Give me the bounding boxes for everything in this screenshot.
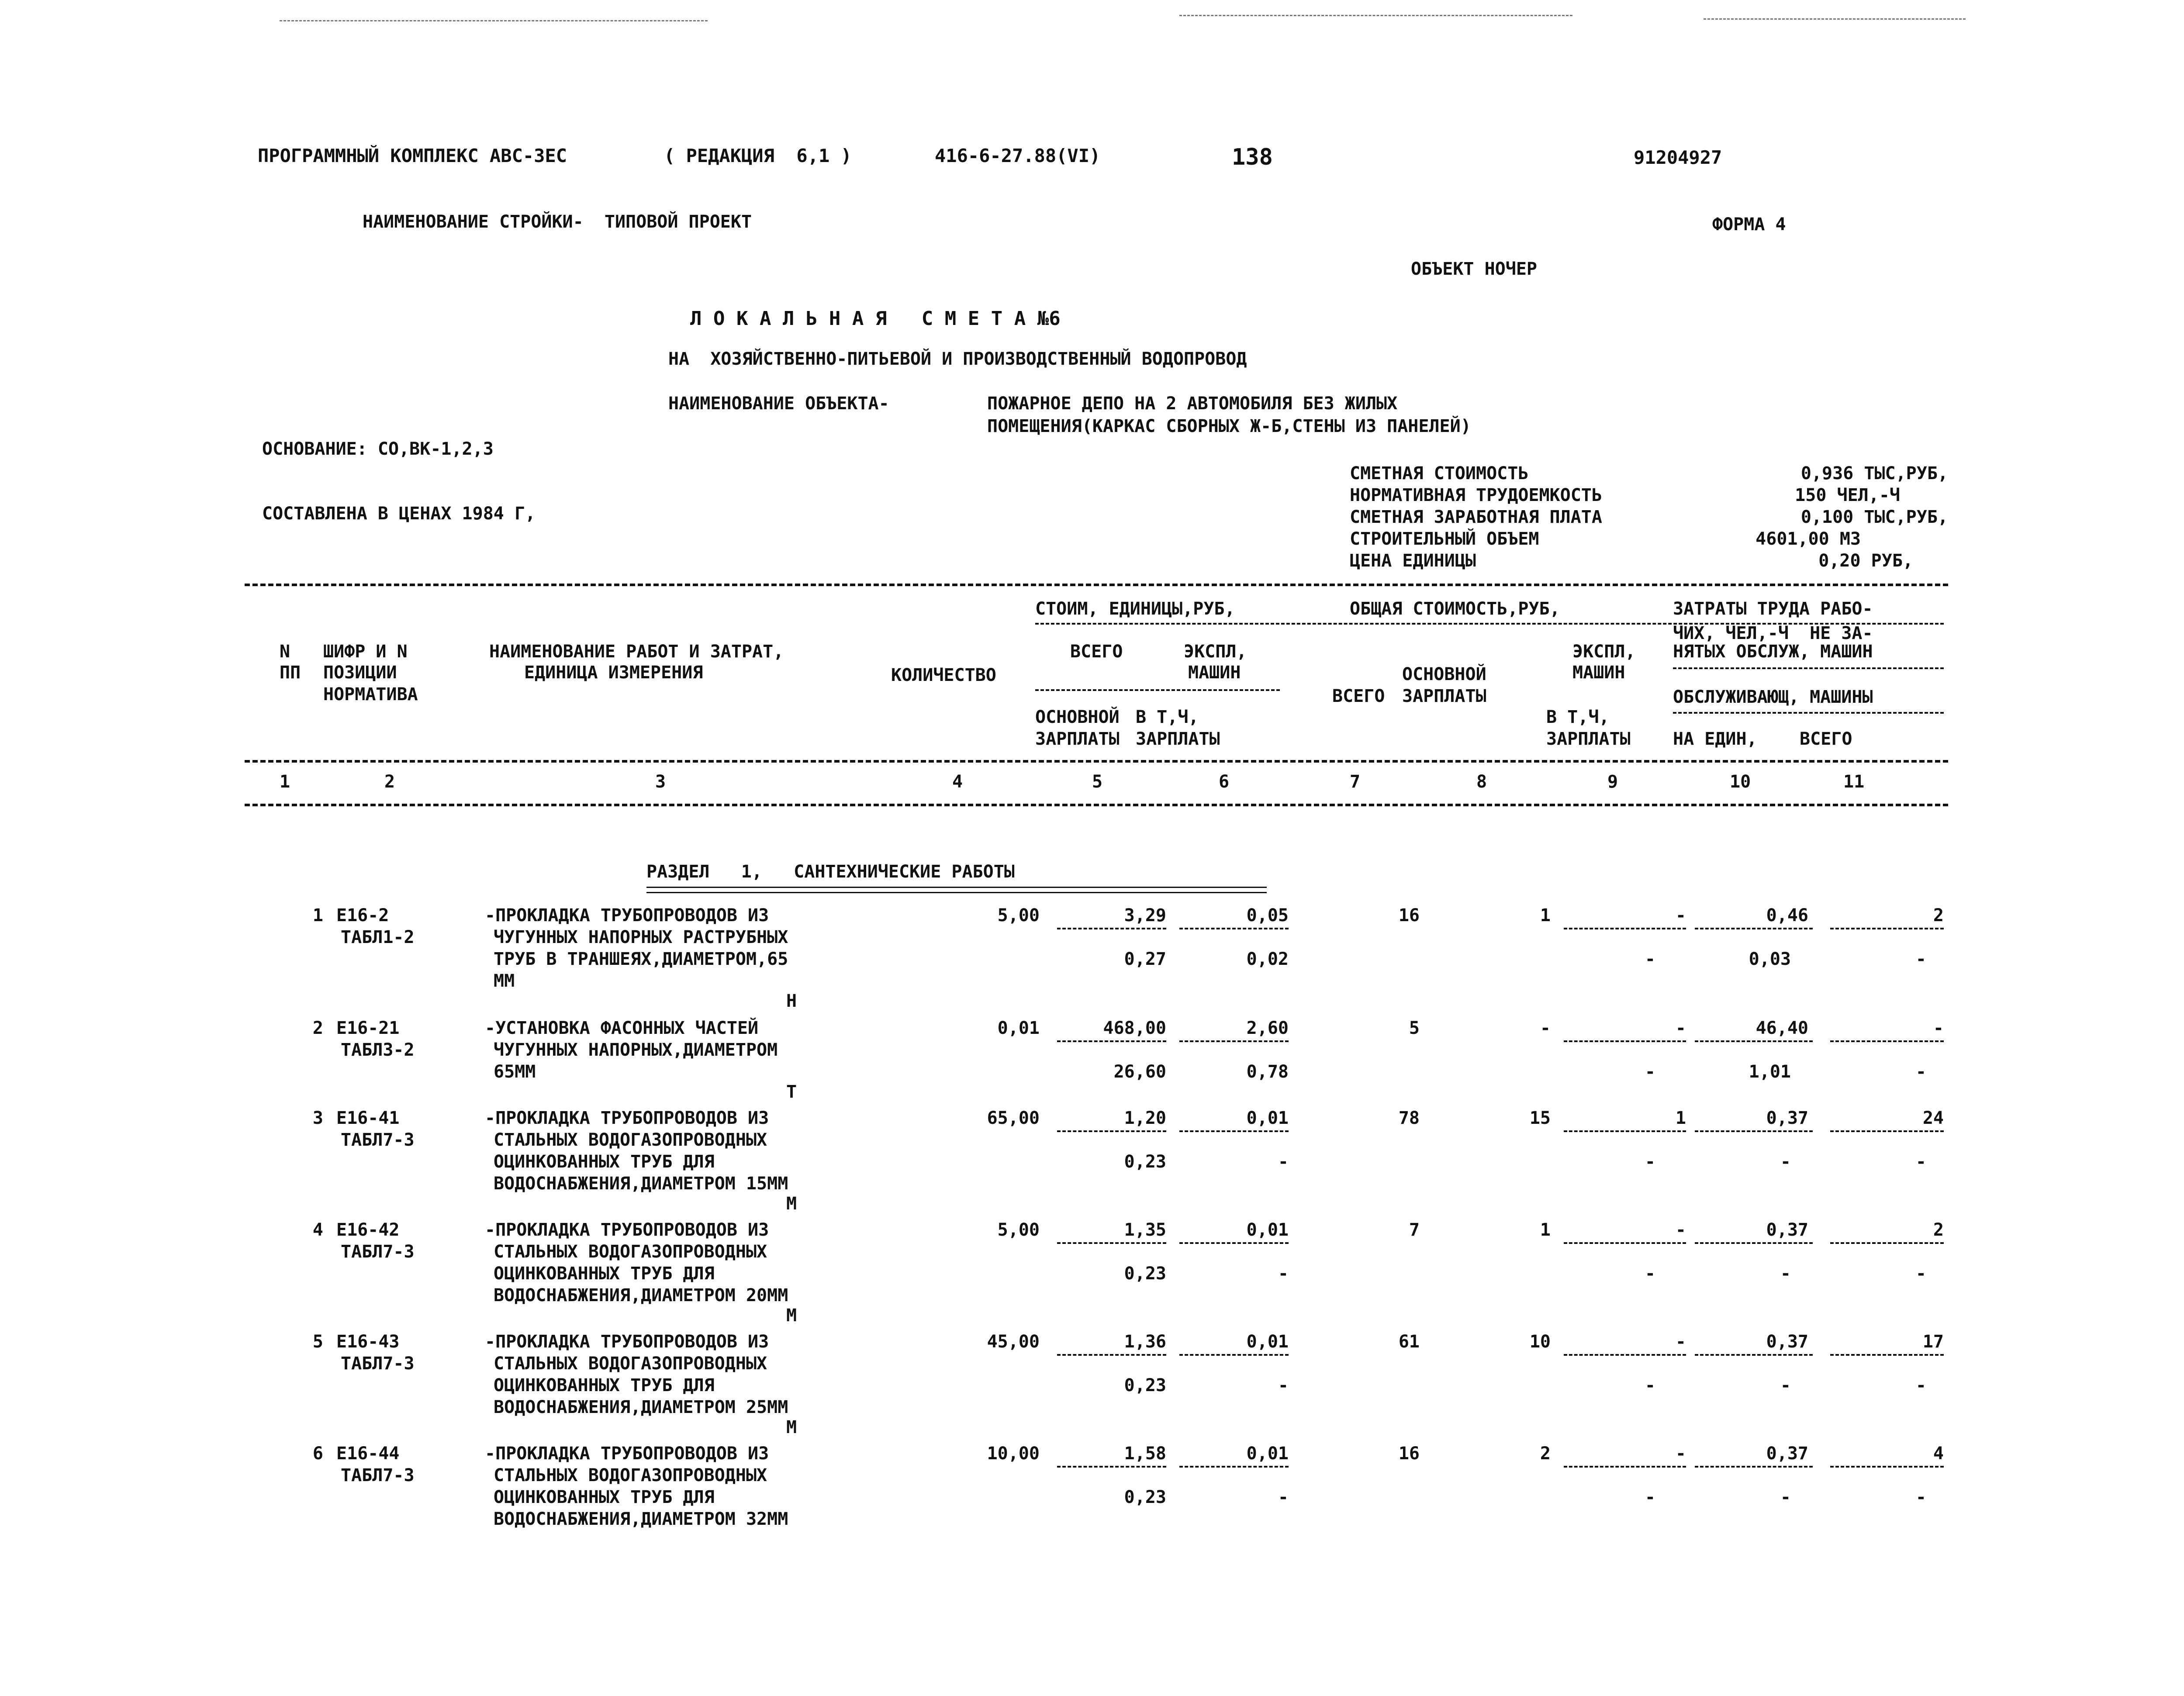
unit-cost-total: 1,35 [1124, 1220, 1166, 1240]
summary-value-labor: 150 ЧЕЛ,-Ч [1795, 485, 1900, 505]
unit-cost-machine-wage: - [1278, 1487, 1289, 1507]
unit-cost-machine-wage: 0,78 [1246, 1062, 1289, 1082]
unit-cost-machine: 0,05 [1246, 905, 1289, 926]
labor-total: 2 [1933, 905, 1944, 926]
labor-machine-total: - [1915, 1264, 1926, 1284]
work-name-line: ВОДОСНАБЖЕНИЯ,ДИАМЕТРОМ 15ММ [494, 1174, 788, 1194]
col7-header: ВСЕГО [1332, 686, 1385, 706]
unit-cost-total: 1,36 [1124, 1332, 1166, 1352]
cell-divider [1830, 1130, 1944, 1132]
work-name-line: ОЦИНКОВАННЫХ ТРУБ ДЛЯ [494, 1375, 715, 1395]
labor-machine-per-unit: - [1780, 1487, 1791, 1507]
work-name-line: СТАЛЬНЫХ ВОДОГАЗОПРОВОДНЫХ [494, 1130, 767, 1150]
col6-sub-header: В Т,Ч, [1136, 707, 1199, 727]
work-name-line: СТАЛЬНЫХ ВОДОГАЗОПРОВОДНЫХ [494, 1242, 767, 1262]
labor-per-unit: 0,37 [1766, 1108, 1808, 1128]
labor-machine-total: - [1915, 1375, 1926, 1395]
page-number: 138 [1232, 144, 1273, 170]
total-cost: 78 [1398, 1108, 1420, 1128]
col-number-6: 6 [1219, 772, 1230, 792]
cell-divider [1830, 928, 1944, 929]
work-name-line: ВОДОСНАБЖЕНИЯ,ДИАМЕТРОМ 20ММ [494, 1285, 788, 1306]
labor-per-unit: 46,40 [1755, 1018, 1808, 1038]
col6-sub-header-2: ЗАРПЛАТЫ [1136, 729, 1220, 749]
summary-label-wages: СМЕТНАЯ ЗАРАБОТНАЯ ПЛАТА [1350, 507, 1602, 527]
cell-divider [1057, 1040, 1166, 1042]
cell-divider [1830, 1242, 1944, 1244]
total-machine: - [1675, 905, 1686, 926]
col-number-3: 3 [655, 772, 666, 792]
cell-divider [1564, 1130, 1686, 1132]
norm-code: Е16-21 [336, 1018, 400, 1038]
col6-header-2: МАШИН [1188, 663, 1241, 683]
quantity: 5,00 [997, 905, 1040, 926]
unit-cost-wage: 0,23 [1124, 1264, 1166, 1284]
total-machine-wage: - [1645, 1062, 1655, 1082]
total-machine-wage: - [1645, 1375, 1655, 1395]
col5-sub-header: ОСНОВНОЙ [1035, 707, 1120, 727]
norm-code: Е16-43 [336, 1332, 400, 1352]
total-machine-wage: - [1645, 1487, 1655, 1507]
total-machine-wage: - [1645, 949, 1655, 969]
col9-sub-header: В Т,Ч, [1546, 707, 1610, 727]
header-labor-3: НЯТЫХ ОБСЛУЖ, МАШИН [1673, 642, 1873, 662]
software-name: ПРОГРАММНЫЙ КОМПЛЕКС АВС-ЗЕС [258, 145, 567, 166]
labor-total: - [1933, 1018, 1944, 1038]
cell-divider [1830, 1354, 1944, 1356]
labor-machine-total: - [1915, 949, 1926, 969]
col1-header: N [280, 642, 290, 662]
cell-divider [1057, 1242, 1166, 1244]
cell-divider [1057, 928, 1166, 929]
header-unit-cost: СТОИМ, ЕДИНИЦЫ,РУБ, [1035, 599, 1235, 619]
summary-label-cost: СМЕТНАЯ СТОИМОСТЬ [1350, 463, 1529, 484]
work-name-line: ММ [494, 971, 515, 991]
labor-machine-per-unit: 0,03 [1749, 949, 1791, 969]
object-name-line1: ПОЖАРНОЕ ДЕПО НА 2 АВТОМОБИЛЯ БЕЗ ЖИЛЫХ [987, 394, 1398, 414]
labor-machine-per-unit: - [1780, 1375, 1791, 1395]
norm-code: Е16-42 [336, 1220, 400, 1240]
unit-cost-machine: 0,01 [1246, 1332, 1289, 1352]
edition-label: ( РЕДАКЦИЯ 6,1 ) [664, 145, 852, 166]
norm-code: Е16-2 [336, 905, 389, 926]
col-number-5: 5 [1092, 772, 1103, 792]
cell-divider [1830, 1040, 1944, 1042]
cell-divider [1564, 1354, 1686, 1356]
col1-header-2: ПП [280, 663, 301, 683]
labor-per-unit: 0,46 [1766, 905, 1808, 926]
labor-machine-total: - [1915, 1152, 1926, 1172]
unit-cost-machine-wage: - [1278, 1152, 1289, 1172]
header-labor-2: ЧИХ, ЧЕЛ,-Ч НЕ ЗА- [1673, 623, 1873, 643]
form-label: ФОРМА 4 [1712, 214, 1786, 235]
total-wage: 1 [1540, 905, 1551, 926]
labor-sub-rule-2 [1673, 712, 1944, 714]
norm-code: Е16-41 [336, 1108, 400, 1128]
col-number-2: 2 [384, 772, 395, 792]
total-machine: - [1675, 1332, 1686, 1352]
unit-cost-total: 1,20 [1124, 1108, 1166, 1128]
row-number: 5 [312, 1332, 323, 1352]
work-name-line: ОЦИНКОВАННЫХ ТРУБ ДЛЯ [494, 1487, 715, 1507]
cell-divider [1564, 1040, 1686, 1042]
total-machine: 1 [1675, 1108, 1686, 1128]
total-cost: 7 [1409, 1220, 1420, 1240]
labor-machine-per-unit: 1,01 [1749, 1062, 1791, 1082]
col2-header-2: ПОЗИЦИИ [323, 663, 397, 683]
labor-machine-total: - [1915, 1062, 1926, 1082]
col9-header-2: МАШИН [1572, 663, 1625, 683]
work-name-line: ВОДОСНАБЖЕНИЯ,ДИАМЕТРОМ 32ММ [494, 1509, 788, 1529]
col2-header: ШИФР И N [323, 642, 408, 662]
col-number-7: 7 [1350, 772, 1361, 792]
total-wage: 10 [1529, 1332, 1551, 1352]
basis: ОСНОВАНИЕ: СО,ВК-1,2,3 [262, 439, 494, 459]
cell-divider [1179, 1130, 1289, 1132]
document-number: 91204927 [1634, 147, 1722, 168]
work-name-line: -УСТАНОВКА ФАСОННЫХ ЧАСТЕЙ [485, 1018, 759, 1038]
cell-divider [1695, 928, 1813, 929]
construction-name: НАИМЕНОВАНИЕ СТРОЙКИ- ТИПОВОЙ ПРОЕКТ [363, 212, 752, 232]
work-name-line: -ПРОКЛАДКА ТРУБОПРОВОДОВ ИЗ [485, 1220, 769, 1240]
summary-label-labor: НОРМАТИВНАЯ ТРУДОЕМКОСТЬ [1350, 485, 1602, 505]
document-subtitle: НА ХОЗЯЙСТВЕННО-ПИТЬЕВОЙ И ПРОИЗВОДСТВЕННЫЙ ВОДОПРОВОД [668, 349, 1247, 369]
col4-header: КОЛИЧЕСТВО [891, 665, 996, 685]
price-basis: СОСТАВЛЕНА В ЦЕНАХ 1984 Г, [262, 504, 536, 524]
work-name-line: -ПРОКЛАДКА ТРУБОПРОВОДОВ ИЗ [485, 1332, 769, 1352]
col9-sub-header-2: ЗАРПЛАТЫ [1546, 729, 1631, 749]
unit-mark: М [786, 1417, 797, 1437]
summary-value-cost: 0,936 ТЫС,РУБ, [1800, 463, 1948, 484]
work-name-line: ОЦИНКОВАННЫХ ТРУБ ДЛЯ [494, 1152, 715, 1172]
total-wage: 2 [1540, 1444, 1551, 1464]
col-number-10: 10 [1730, 772, 1751, 792]
labor-per-unit: 0,37 [1766, 1220, 1808, 1240]
row-number: 6 [312, 1444, 323, 1464]
labor-sub-rule [1673, 667, 1944, 669]
labor-total: 2 [1933, 1220, 1944, 1240]
work-name-line: -ПРОКЛАДКА ТРУБОПРОВОДОВ ИЗ [485, 1108, 769, 1128]
object-name-line2: ПОМЕЩЕНИЯ(КАРКАС СБОРНЫХ Ж-Б,СТЕНЫ ИЗ ПАНЕЛЕЙ) [987, 416, 1471, 436]
work-name-line: ВОДОСНАБЖЕНИЯ,ДИАМЕТРОМ 25ММ [494, 1397, 788, 1417]
header-bottom-rule [245, 760, 1948, 763]
labor-per-unit: 0,37 [1766, 1444, 1808, 1464]
col5-header: ВСЕГО [1070, 642, 1123, 662]
norm-table: ТАБЛ7-3 [341, 1130, 415, 1150]
cell-divider [1564, 1466, 1686, 1468]
labor-total: 24 [1922, 1108, 1944, 1128]
cell-divider [1057, 1466, 1166, 1468]
unit-mark: М [786, 1194, 797, 1214]
labor-machine-per-unit: - [1780, 1264, 1791, 1284]
norm-code: Е16-44 [336, 1444, 400, 1464]
col3-header: НАИМЕНОВАНИЕ РАБОТ И ЗАТРАТ, [489, 642, 784, 662]
summary-label-unit-price: ЦЕНА ЕДИНИЦЫ [1350, 551, 1476, 571]
labor-machine-per-unit: - [1780, 1152, 1791, 1172]
cell-divider [1695, 1130, 1813, 1132]
work-name-line: СТАЛЬНЫХ ВОДОГАЗОПРОВОДНЫХ [494, 1465, 767, 1485]
col5-sub-header-2: ЗАРПЛАТЫ [1035, 729, 1120, 749]
col-number-9: 9 [1607, 772, 1618, 792]
unit-cost-machine: 0,01 [1246, 1220, 1289, 1240]
summary-value-volume: 4601,00 М3 [1755, 529, 1861, 549]
object-label: ОБЪЕКТ НОЧЕР [1411, 259, 1537, 279]
unit-cost-wage: 0,23 [1124, 1375, 1166, 1395]
unit-cost-machine: 2,60 [1246, 1018, 1289, 1038]
quantity: 10,00 [987, 1444, 1040, 1464]
col11-header: ВСЕГО [1800, 729, 1852, 749]
summary-label-volume: СТРОИТЕЛЬНЫЙ ОБЪЕМ [1350, 529, 1539, 549]
total-cost: 5 [1409, 1018, 1420, 1038]
header-labor: ЗАТРАТЫ ТРУДА РАБО- [1673, 599, 1873, 619]
row-number: 1 [312, 905, 323, 926]
col6-header: ЭКСПЛ, [1184, 642, 1247, 662]
unit-cost-machine: 0,01 [1246, 1444, 1289, 1464]
quantity: 0,01 [997, 1018, 1040, 1038]
quantity: 5,00 [997, 1220, 1040, 1240]
unit-cost-total: 468,00 [1103, 1018, 1166, 1038]
work-name-line: -ПРОКЛАДКА ТРУБОПРОВОДОВ ИЗ [485, 905, 769, 926]
row-number: 4 [312, 1220, 323, 1240]
cell-divider [1695, 1354, 1813, 1356]
row-number: 2 [312, 1018, 323, 1038]
unit-cost-machine: 0,01 [1246, 1108, 1289, 1128]
header-labor-4: ОБСЛУЖИВАЮЩ, МАШИНЫ [1673, 687, 1873, 707]
col10-header: НА ЕДИН, [1673, 729, 1757, 749]
col2-header-3: НОРМАТИВА [323, 684, 418, 705]
section-underline [646, 887, 1267, 893]
cell-divider [1695, 1040, 1813, 1042]
document-title: Л О К А Л Ь Н А Я С М Е Т А №6 [690, 307, 1061, 330]
cell-divider [1830, 1466, 1944, 1468]
total-wage: 1 [1540, 1220, 1551, 1240]
work-name-line: СТАЛЬНЫХ ВОДОГАЗОПРОВОДНЫХ [494, 1354, 767, 1374]
unit-cost-wage: 0,27 [1124, 949, 1166, 969]
unit-cost-sub-rule [1035, 689, 1280, 691]
labor-per-unit: 0,37 [1766, 1332, 1808, 1352]
object-name-label: НАИМЕНОВАНИЕ ОБЪЕКТА- [668, 394, 889, 414]
cell-divider [1057, 1354, 1166, 1356]
total-cost: 61 [1398, 1332, 1420, 1352]
cell-divider [1179, 1354, 1289, 1356]
project-code: 416-6-27.88(VI) [935, 145, 1101, 166]
quantity: 45,00 [987, 1332, 1040, 1352]
col8-header-2: ЗАРПЛАТЫ [1402, 686, 1486, 706]
norm-table: ТАБЛ7-3 [341, 1354, 415, 1374]
norm-table: ТАБЛ3-2 [341, 1040, 415, 1060]
cell-divider [1695, 1242, 1813, 1244]
col8-header: ОСНОВНОЙ [1402, 664, 1486, 684]
unit-cost-wage: 26,60 [1113, 1062, 1166, 1082]
total-cost: 16 [1398, 1444, 1420, 1464]
unit-cost-wage: 0,23 [1124, 1487, 1166, 1507]
row-number: 3 [312, 1108, 323, 1128]
total-machine-wage: - [1645, 1152, 1655, 1172]
unit-cost-machine-wage: 0,02 [1246, 949, 1289, 969]
labor-total: 17 [1922, 1332, 1944, 1352]
work-name-line: ОЦИНКОВАННЫХ ТРУБ ДЛЯ [494, 1264, 715, 1284]
cell-divider [1179, 1466, 1289, 1468]
total-machine: - [1675, 1444, 1686, 1464]
col-number-1: 1 [280, 772, 290, 792]
col3-header-2: ЕДИНИЦА ИЗМЕРЕНИЯ [524, 663, 703, 683]
cell-divider [1179, 1242, 1289, 1244]
unit-cost-machine-wage: - [1278, 1264, 1289, 1284]
col9-header: ЭКСПЛ, [1572, 642, 1636, 662]
col-number-11: 11 [1843, 772, 1865, 792]
unit-cost-machine-wage: - [1278, 1375, 1289, 1395]
total-machine-wage: - [1645, 1264, 1655, 1284]
work-name-line: ТРУБ В ТРАНШЕЯХ,ДИАМЕТРОМ,65 [494, 949, 788, 969]
cell-divider [1179, 1040, 1289, 1042]
cell-divider [1057, 1130, 1166, 1132]
numbers-bottom-rule [245, 804, 1948, 806]
unit-cost-wage: 0,23 [1124, 1152, 1166, 1172]
unit-cost-total: 3,29 [1124, 905, 1166, 926]
work-name-line: ЧУГУННЫХ НАПОРНЫХ,ДИАМЕТРОМ [494, 1040, 778, 1060]
summary-value-unit-price: 0,20 РУБ, [1818, 551, 1913, 571]
work-name-line: 65ММ [494, 1062, 536, 1082]
col-number-8: 8 [1476, 772, 1487, 792]
total-cost: 16 [1398, 905, 1420, 926]
norm-table: ТАБЛ7-3 [341, 1242, 415, 1262]
work-name-line: ЧУГУННЫХ НАПОРНЫХ РАСТРУБНЫХ [494, 927, 788, 947]
total-machine: - [1675, 1220, 1686, 1240]
header-total-cost: ОБЩАЯ СТОИМОСТЬ,РУБ, [1350, 599, 1560, 619]
norm-table: ТАБЛ7-3 [341, 1465, 415, 1485]
col-number-4: 4 [952, 772, 963, 792]
unit-mark: Т [786, 1082, 797, 1102]
labor-machine-total: - [1915, 1487, 1926, 1507]
table-top-rule [245, 584, 1948, 586]
unit-cost-total: 1,58 [1124, 1444, 1166, 1464]
section-title: РАЗДЕЛ 1, САНТЕХНИЧЕСКИЕ РАБОТЫ [646, 862, 1015, 882]
total-wage: 15 [1529, 1108, 1551, 1128]
cell-divider [1695, 1466, 1813, 1468]
total-machine: - [1675, 1018, 1686, 1038]
cell-divider [1564, 1242, 1686, 1244]
total-wage: - [1540, 1018, 1551, 1038]
unit-mark: М [786, 1306, 797, 1326]
unit-mark: Н [786, 991, 797, 1011]
summary-value-wages: 0,100 ТЫС,РУБ, [1800, 507, 1948, 527]
cell-divider [1564, 928, 1686, 929]
work-name-line: -ПРОКЛАДКА ТРУБОПРОВОДОВ ИЗ [485, 1444, 769, 1464]
norm-table: ТАБЛ1-2 [341, 927, 415, 947]
labor-total: 4 [1933, 1444, 1944, 1464]
quantity: 65,00 [987, 1108, 1040, 1128]
cell-divider [1179, 928, 1289, 929]
